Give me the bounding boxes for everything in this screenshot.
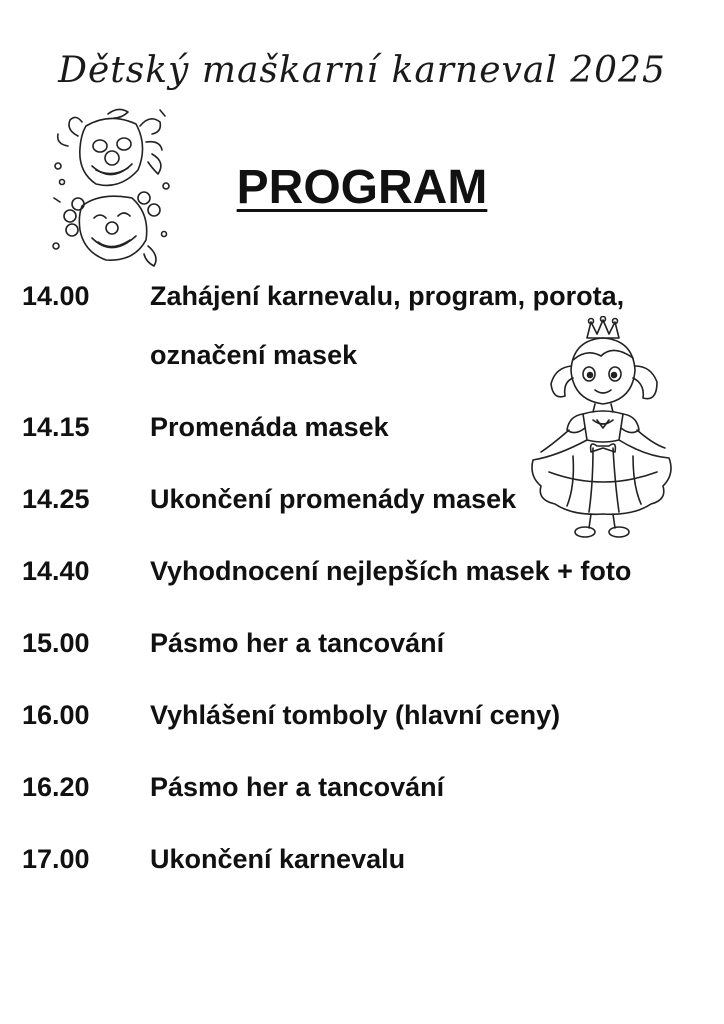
- program-text: Vyhlášení tomboly (hlavní ceny): [150, 700, 561, 730]
- program-text: Promenáda masek: [150, 412, 389, 442]
- program-text: Pásmo her a tancování: [150, 772, 445, 802]
- program-text: Zahájení karnevalu, program, porota,: [150, 281, 625, 311]
- program-time: 16.20: [22, 772, 90, 802]
- program-time: 14.40: [22, 556, 90, 586]
- program-text-continuation: označení masek: [150, 340, 358, 370]
- program-text: Vyhodnocení nejlepších masek + foto: [150, 556, 632, 586]
- program-text: Ukončení promenády masek: [150, 484, 517, 514]
- program-time: 17.00: [22, 844, 90, 874]
- page-title: Dětský maškarní karneval 2025: [58, 50, 666, 91]
- program-time: 16.00: [22, 700, 90, 730]
- program-time: 15.00: [22, 628, 90, 658]
- program-time: 14.00: [22, 281, 90, 311]
- program-text: Pásmo her a tancování: [150, 628, 445, 658]
- program-heading-text: PROGRAM: [236, 161, 488, 214]
- clown-masks-illustration: [48, 106, 173, 270]
- program-text: Ukončení karnevalu: [150, 844, 406, 874]
- program-time: 14.25: [22, 484, 90, 514]
- program-time: 14.15: [22, 412, 90, 442]
